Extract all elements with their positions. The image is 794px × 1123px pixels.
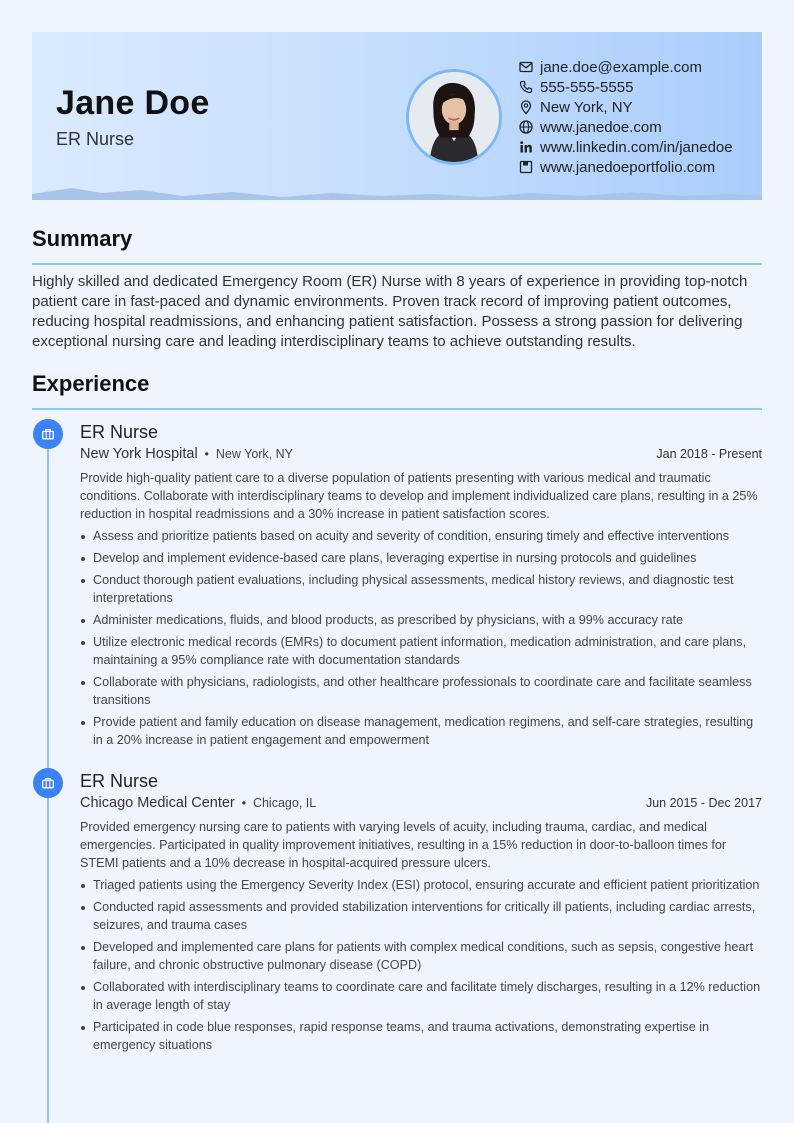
- contact-email-text: jane.doe@example.com: [540, 58, 702, 76]
- summary-text: Highly skilled and dedicated Emergency Room (ER) Nurse with 8 years of experience in providing top-notch patient care in fast-paced and dynamic environments. Proven track record of improving patient outcomes, reducing hospital readmissions, and enhancing patient satisfaction. Possess a strong passion for delivering exceptional nursing care and leading interdisciplinary teams to achieve outstanding results.: [32, 273, 748, 350]
- contact-website-text: www.janedoe.com: [540, 118, 662, 136]
- contact-email[interactable]: [518, 57, 733, 77]
- experience-heading: Experience: [32, 371, 150, 396]
- contact-list: [518, 57, 733, 177]
- phone-icon: [518, 79, 534, 95]
- profile-photo: [406, 69, 502, 165]
- linkedin-icon: [518, 139, 534, 155]
- separator-dot: •: [241, 796, 246, 810]
- list-item: Conducted rapid assessments and provided stabilization interventions for critically ill patients, including cardiac arrests, seizures, and trauma cases: [80, 898, 762, 934]
- list-item: Collaborated with interdisciplinary teams to coordinate care and facilitate timely discharges, resulting in a 12% reduction in average length of stay: [80, 978, 762, 1014]
- job-description: Provide high-quality patient care to a diverse population of patients presenting with various medical and traumatic conditions. Collaborate with interdisciplinary teams to develop and implement individualized care plans, resulting in a 25% reduction in hospital readmissions and a 30% increase in patient satisfaction scores.: [80, 471, 758, 521]
- list-item: Developed and implemented care plans for patients with complex medical conditions, such as sepsis, congestive heart failure, and chronic obstructive pulmonary disease (COPD): [80, 938, 762, 974]
- candidate-role: ER Nurse: [56, 129, 135, 149]
- experience-divider: [32, 408, 762, 410]
- contact-phone[interactable]: [518, 77, 733, 97]
- contact-linkedin-text: www.linkedin.com/in/janedoe: [540, 138, 733, 156]
- job-location: Chicago, IL: [252, 796, 317, 810]
- list-item: Develop and implement evidence-based care plans, leveraging expertise in nursing protocols and guidelines: [80, 549, 762, 567]
- contact-portfolio-text: www.janedoeportfolio.com: [540, 158, 716, 176]
- contact-website[interactable]: [518, 117, 733, 137]
- job-description: Provided emergency nursing care to patients with varying levels of acuity, including trauma, cardiac, and medical emergencies. Participated in quality improvement initiatives, resulting in a 15% reduction in door-to-balloon times for STEMI patients and a 10% decrease in hospital-acquired pressure ulcers.: [80, 820, 727, 870]
- job-employer: Chicago Medical Center: [80, 795, 235, 811]
- list-item: Conduct thorough patient evaluations, including physical assessments, medical history reviews, and diagnostic test interpretations: [80, 571, 762, 607]
- contact-portfolio[interactable]: [518, 157, 733, 177]
- list-item: Utilize electronic medical records (EMRs) to document patient information, medication administration, and care plans, maintaining a 95% compliance rate with documentation standards: [80, 633, 762, 669]
- briefcase-icon: [33, 768, 63, 798]
- job-meta: [80, 795, 762, 815]
- list-item: Provide patient and family education on disease management, medication regimens, and self-care strategies, resulting in a 20% increase in patient engagement and empowerment: [80, 713, 762, 749]
- mail-icon: [518, 59, 534, 75]
- job-location: New York, NY: [215, 447, 293, 461]
- list-item: Administer medications, fluids, and blood products, as prescribed by physicians, with a 99% accuracy rate: [80, 611, 762, 629]
- separator-dot: •: [204, 447, 209, 461]
- contact-linkedin[interactable]: [518, 137, 733, 157]
- resume-header: [32, 32, 762, 200]
- list-item: Assess and prioritize patients based on acuity and severity of condition, ensuring timely and effective interventions: [80, 527, 762, 545]
- list-item: Participated in code blue responses, rapid response teams, and trauma activations, demonstrating expertise in emergency situations: [80, 1018, 762, 1054]
- header-wave-decoration: [32, 184, 762, 200]
- job-dates: Jan 2018 - Present: [656, 447, 762, 461]
- list-item: Collaborate with physicians, radiologists, and other healthcare professionals to coordinate care and facilitate seamless transitions: [80, 673, 762, 709]
- job-title: ER Nurse: [80, 422, 159, 442]
- job-entry: [80, 420, 762, 753]
- list-item: Triaged patients using the Emergency Severity Index (ESI) protocol, ensuring accurate and efficient patient prioritization: [80, 876, 762, 894]
- contact-location-text: New York, NY: [540, 98, 633, 116]
- job-dates: Jun 2015 - Dec 2017: [645, 796, 762, 810]
- summary-heading: Summary: [32, 226, 133, 251]
- job-title: ER Nurse: [80, 771, 159, 791]
- contact-phone-text: 555-555-5555: [540, 78, 634, 96]
- job-achievements: [80, 527, 762, 749]
- contact-location: [518, 97, 733, 117]
- portfolio-icon: [518, 159, 534, 175]
- job-entry: [80, 769, 762, 1058]
- job-meta: [80, 446, 762, 466]
- candidate-name: Jane Doe: [56, 84, 210, 122]
- summary-divider: [32, 263, 762, 265]
- job-achievements: [80, 876, 762, 1054]
- globe-icon: [518, 119, 534, 135]
- briefcase-icon: [33, 419, 63, 449]
- location-icon: [518, 99, 534, 115]
- job-employer: New York Hospital: [80, 446, 198, 462]
